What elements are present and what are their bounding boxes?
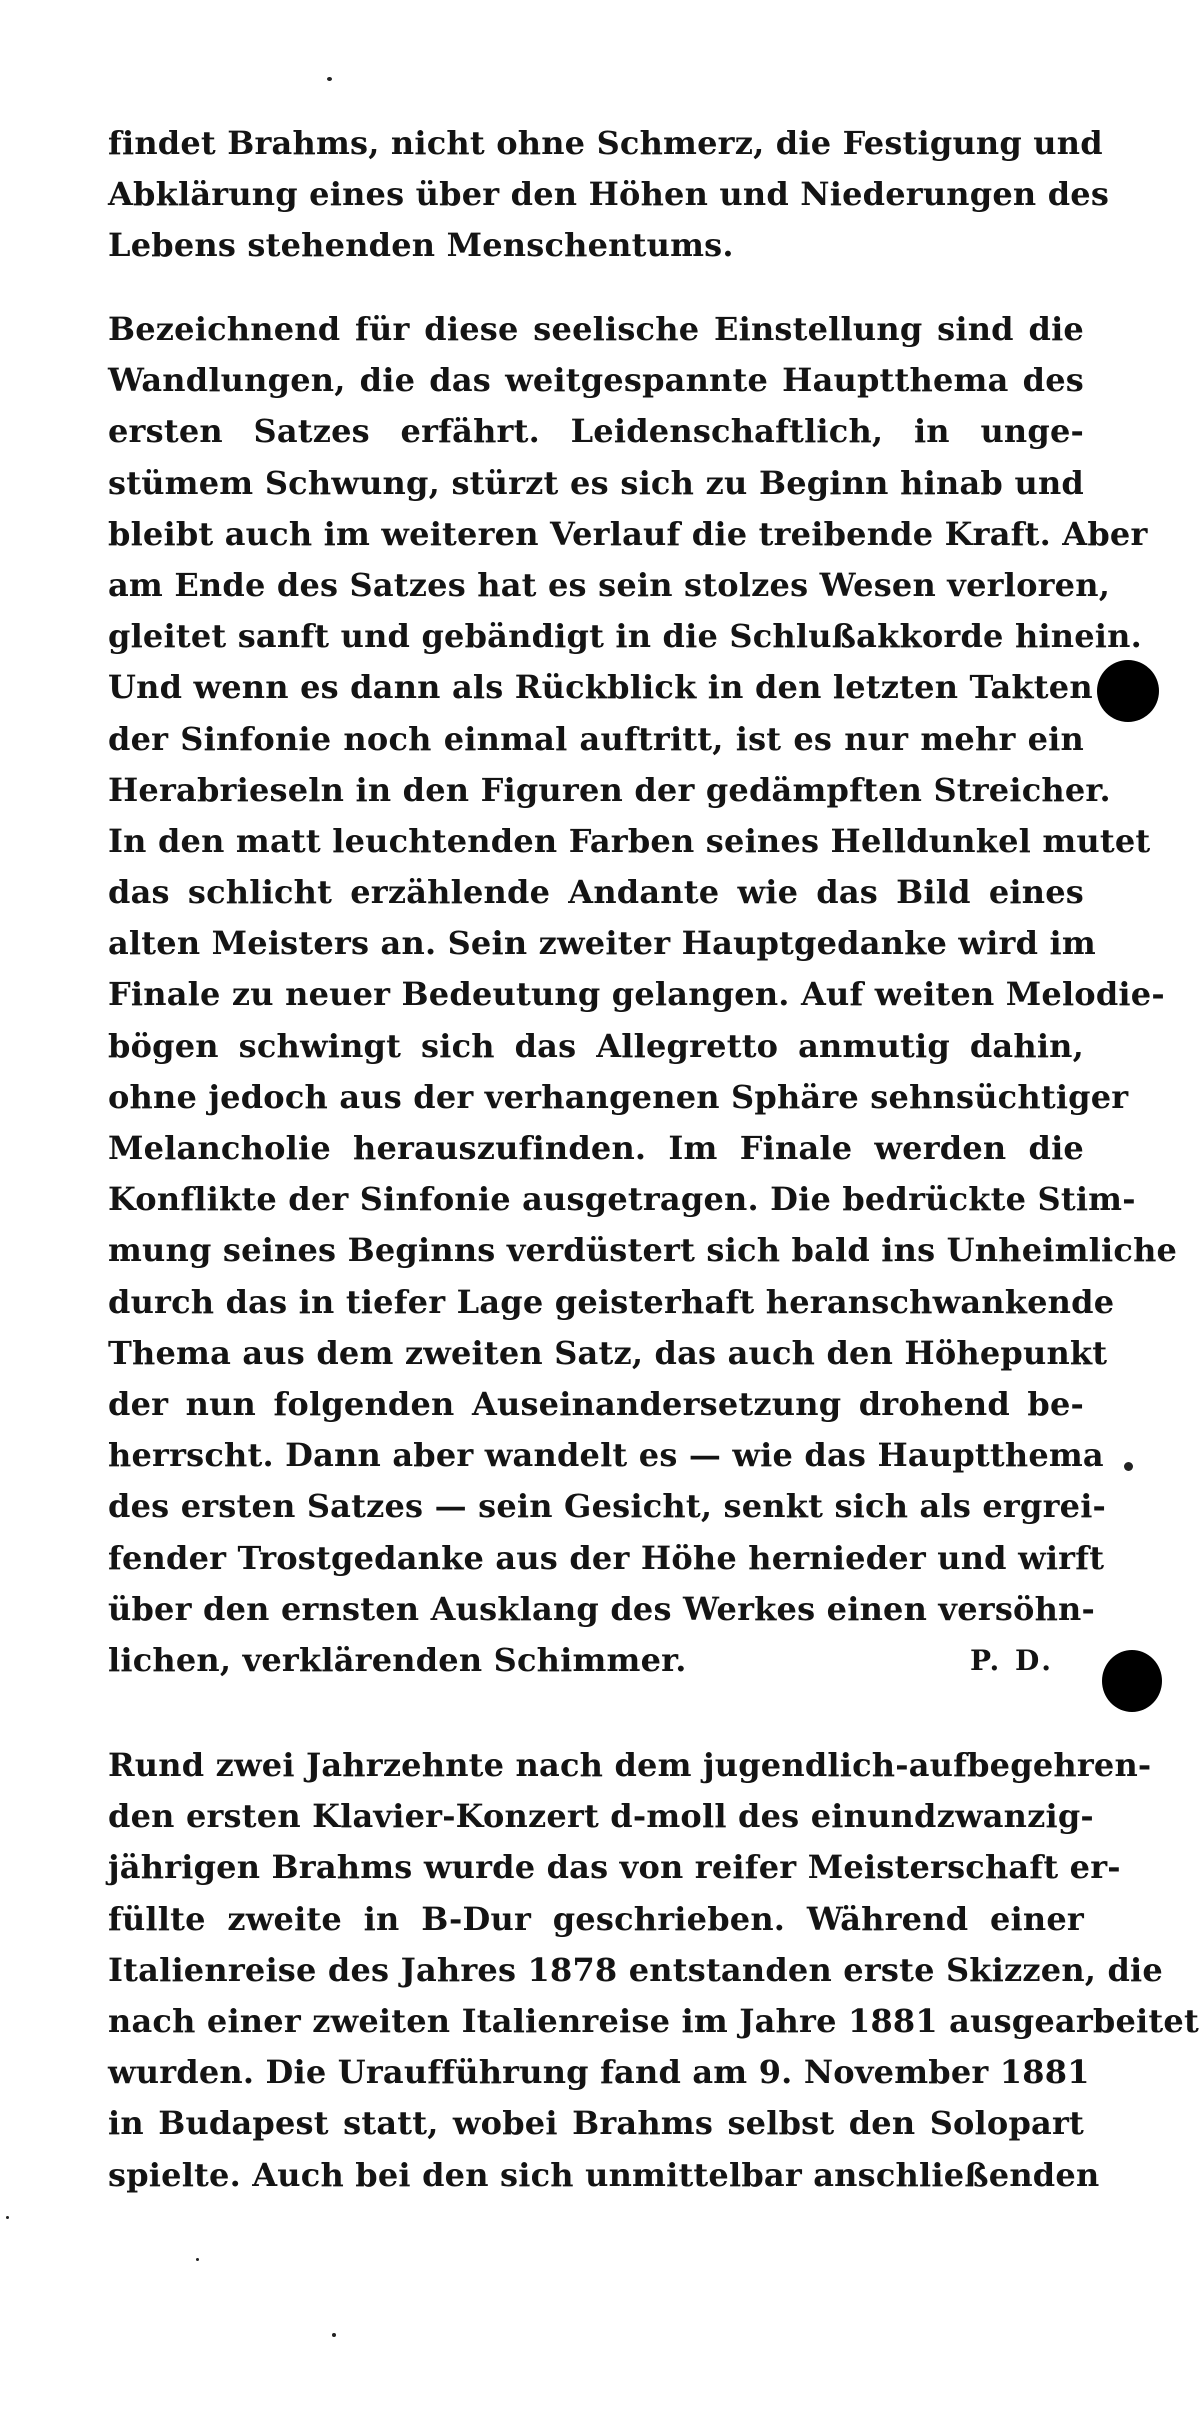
text-line-signed (108, 1635, 1084, 1686)
text-line: nach einer zweiten Italienreise im Jahre 1881 ausgearbeitet (108, 2001, 1199, 2040)
text-line: Finale zu neuer Bedeutung gelangen. Auf weiten Melodie- (108, 975, 1165, 1014)
text-line: in Budapest statt, wobei Brahms selbst den Solopart (108, 2104, 1084, 2143)
text-line: fender Trostgedanke aus der Höhe hernieder und wirft (108, 1538, 1105, 1577)
paper-speck (1124, 1462, 1133, 1471)
paper-speck (327, 77, 332, 81)
text-line: am Ende des Satzes hat es sein stolzes Wesen verloren, (108, 565, 1111, 604)
text-line: Und wenn es dann als Rückblick in den letzten Takten (108, 668, 1093, 707)
text-line: herrscht. Dann aber wandelt es — wie das Hauptthema (108, 1436, 1104, 1475)
text-line: lichen, verklärenden Schimmer. (108, 1640, 687, 1679)
text-line: mung seines Beginns verdüstert sich bald ins Unheimliche (108, 1231, 1178, 1270)
text-line: gleitet sanft und gebändigt in die Schlußakkorde hinein. (108, 617, 1142, 656)
text-line: bögen schwingt sich das Allegretto anmutig dahin, (108, 1026, 1084, 1065)
text-line: ersten Satzes erfährt. Leidenschaftlich, in unge- (108, 412, 1084, 451)
text-line: Rund zwei Jahrzehnte nach dem jugendlich-aufbegehren- (108, 1746, 1152, 1784)
paragraph-piano-concerto (108, 1740, 1199, 2201)
paper-speck (196, 2258, 199, 2261)
text-line: füllte zweite in B-Dur geschrieben. Während einer (108, 1899, 1084, 1938)
paper-speck (332, 2333, 336, 2337)
text-line: durch das in tiefer Lage geisterhaft heranschwankende (108, 1282, 1115, 1321)
text-line: alten Meisters an. Sein zweiter Hauptgedanke wird im (108, 924, 1096, 963)
text-line: Wandlungen, die das weitgespannte Hauptthema des (108, 361, 1084, 400)
text-line: In den matt leuchtenden Farben seines Helldunkel mutet (108, 821, 1151, 860)
text-line: bleibt auch im weiteren Verlauf die treibende Kraft. Aber (108, 514, 1148, 553)
text-line: jährigen Brahms wurde das von reifer Meisterschaft er- (108, 1848, 1121, 1887)
text-line: Herabrieseln in den Figuren der gedämpften Streicher. (108, 770, 1111, 809)
text-line: Italienreise des Jahres 1878 entstanden erste Skizzen, die (108, 1950, 1163, 1989)
text-line: Thema aus dem zweiten Satz, das auch den Höhepunkt (108, 1333, 1108, 1372)
text-line: Bezeichnend für diese seelische Einstellung sind die (108, 310, 1084, 348)
paper-speck (6, 2216, 9, 2219)
text-line: Lebens stehenden Menschentums. (108, 226, 734, 265)
text-line: der Sinfonie noch einmal auftritt, ist es nur mehr ein (108, 719, 1084, 758)
paragraph-continuation (108, 118, 1110, 272)
text-line: ohne jedoch aus der verhangenen Sphäre sehnsüchtiger (108, 1077, 1129, 1116)
punch-hole-bottom (1102, 1650, 1162, 1712)
text-line: spielte. Auch bei den sich unmittelbar anschließenden (108, 2155, 1100, 2194)
author-initials: P. D. (970, 1643, 1054, 1677)
text-line: über den ernsten Ausklang des Werkes einen versöhn- (108, 1589, 1095, 1628)
punch-hole-top (1097, 660, 1159, 722)
text-line: Konflikte der Sinfonie ausgetragen. Die bedrückte Stim- (108, 1180, 1136, 1219)
text-line: der nun folgenden Auseinandersetzung drohend be- (108, 1384, 1084, 1423)
text-line: den ersten Klavier-Konzert d-moll des einundzwanzig- (108, 1797, 1094, 1836)
text-line: wurden. Die Uraufführung fand am 9. November 1881 (108, 2053, 1090, 2092)
text-line: des ersten Satzes — sein Gesicht, senkt sich als ergrei- (108, 1487, 1107, 1526)
paragraph-symphony-description (108, 304, 1178, 1686)
text-line: das schlicht erzählende Andante wie das Bild eines (108, 873, 1084, 912)
text-line: stümem Schwung, stürzt es sich zu Beginn hinab und (108, 463, 1084, 502)
text-line: Abklärung eines über den Höhen und Niederungen des (108, 175, 1110, 214)
text-line: findet Brahms, nicht ohne Schmerz, die Festigung und (108, 124, 1103, 162)
text-line: Melancholie herauszufinden. Im Finale werden die (108, 1129, 1084, 1167)
